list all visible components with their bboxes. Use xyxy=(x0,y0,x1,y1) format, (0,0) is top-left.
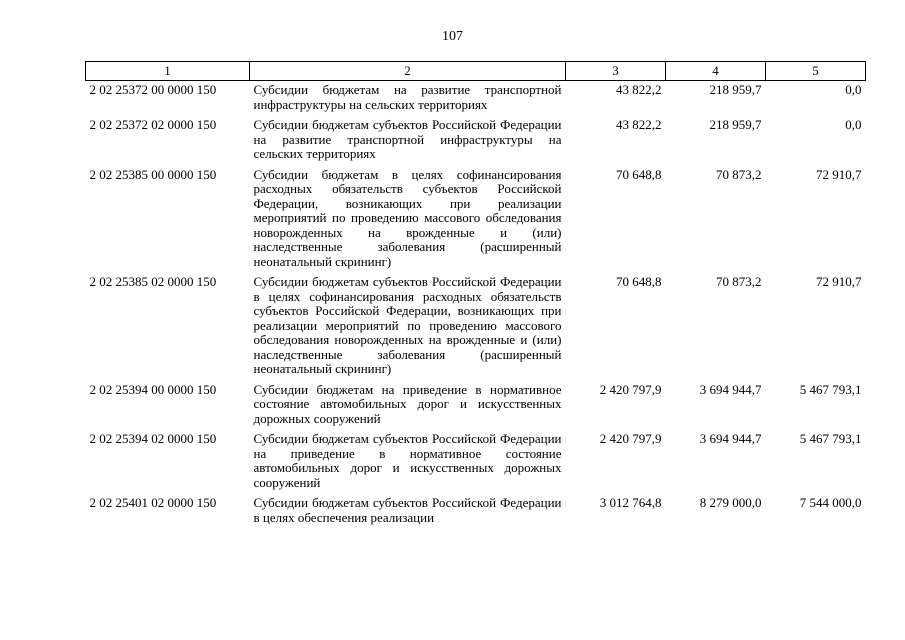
row-value-col4: 218 959,7 xyxy=(709,82,762,97)
header-col-3: 3 xyxy=(566,62,666,81)
row-code: 2 02 25385 00 0000 150 xyxy=(89,166,217,182)
row-value-col3: 43 822,2 xyxy=(616,82,662,97)
row-value-col3: 70 648,8 xyxy=(616,274,662,289)
row-value-col4: 8 279 000,0 xyxy=(699,495,762,510)
row-description: Субсидии бюджетам субъектов Российской Федерации на приведение в нормативное состояние автомобильных дорог и искусственных дорожных сооружений xyxy=(253,431,562,490)
row-value-col5: 7 544 000,0 xyxy=(799,495,862,510)
row-value-col3: 3 012 764,8 xyxy=(599,495,662,510)
row-value-col3: 2 420 797,9 xyxy=(599,381,662,397)
row-description: Субсидии бюджетам субъектов Российской Федерации в целях софинансирования расходных обязательств субъектов Российской Федерации, возникающих при реализации мероприятий по проведению массового обследования новорожденных на врожденные и (или) наследственные заболевания (расширенный неонатальный скрининг) xyxy=(253,274,562,376)
row-value-col4: 70 873,2 xyxy=(716,166,762,182)
row-value-col5: 72 910,7 xyxy=(816,274,862,289)
table-row xyxy=(86,430,866,494)
table-row xyxy=(86,116,866,166)
row-value-col4: 218 959,7 xyxy=(709,117,762,132)
header-col-5: 5 xyxy=(766,62,866,81)
row-code: 2 02 25394 00 0000 150 xyxy=(89,381,217,397)
row-value-col5: 0,0 xyxy=(845,82,862,97)
table-row xyxy=(86,494,866,529)
row-value-col4: 70 873,2 xyxy=(716,274,762,289)
row-value-col5: 0,0 xyxy=(845,117,862,132)
page-number: 107 xyxy=(442,29,463,44)
row-value-col5: 5 467 793,1 xyxy=(799,381,862,397)
row-value-col3: 43 822,2 xyxy=(616,117,662,132)
row-description: Субсидии бюджетам субъектов Российской Федерации в целях обеспечения реализации xyxy=(253,495,562,525)
row-value-col3: 70 648,8 xyxy=(616,166,662,182)
table-row xyxy=(86,166,866,274)
header-col-1: 1 xyxy=(86,62,250,81)
row-description: Субсидии бюджетам на приведение в нормативное состояние автомобильных дорог и искусственных дорожных сооружений xyxy=(253,381,562,426)
row-code: 2 02 25385 02 0000 150 xyxy=(89,274,217,289)
table-row xyxy=(86,273,866,381)
header-col-4: 4 xyxy=(666,62,766,81)
row-value-col4: 3 694 944,7 xyxy=(699,431,762,446)
row-description: Субсидии бюджетам на развитие транспортной инфраструктуры на сельских территориях xyxy=(253,82,562,112)
row-code: 2 02 25401 02 0000 150 xyxy=(89,495,217,510)
budget-table xyxy=(85,61,866,529)
row-value-col4: 3 694 944,7 xyxy=(699,381,762,397)
header-col-2: 2 xyxy=(250,62,566,81)
table-row xyxy=(86,381,866,431)
row-code: 2 02 25394 02 0000 150 xyxy=(89,431,217,446)
row-code: 2 02 25372 00 0000 150 xyxy=(89,82,217,97)
row-description: Субсидии бюджетам субъектов Российской Федерации на развитие транспортной инфраструктуры на сельских территориях xyxy=(253,117,562,161)
row-value-col5: 5 467 793,1 xyxy=(799,431,862,446)
row-code: 2 02 25372 02 0000 150 xyxy=(89,117,217,132)
header-row xyxy=(86,62,866,81)
table-row xyxy=(86,81,866,117)
row-value-col3: 2 420 797,9 xyxy=(599,431,662,446)
row-value-col5: 72 910,7 xyxy=(816,166,862,182)
row-description: Субсидии бюджетам в целях софинансирования расходных обязательств субъектов Российской Федерации, возникающих при реализации мероприятий по проведению массового обследования новорожденных на врожденные и (или) наследственные заболевания (расширенный неонатальный скрининг) xyxy=(253,166,562,269)
